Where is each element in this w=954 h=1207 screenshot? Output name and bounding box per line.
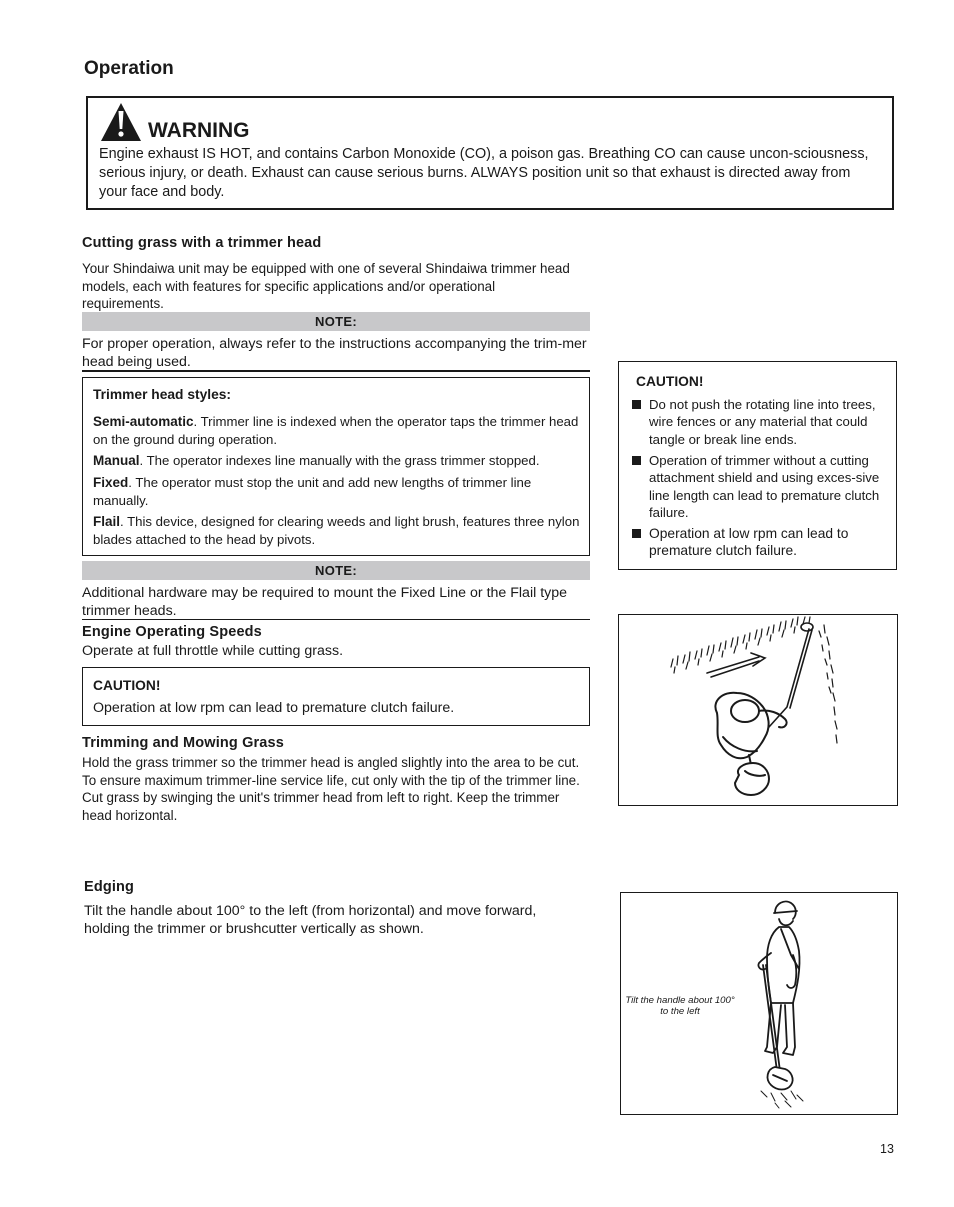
trimmer-styles-title: Trimmer head styles: (93, 387, 232, 402)
cutting-text: Your Shindaiwa unit may be equipped with one of several Shindaiwa trimmer head models, each with features for specific applications and/or operational requirements. (82, 261, 570, 311)
note-text-2: Additional hardware may be required to mount the Fixed Line or the Flail type trimmer heads. (82, 585, 568, 619)
warning-header (100, 102, 250, 142)
divider-2 (82, 619, 590, 620)
engine-caution-box (82, 667, 590, 726)
engine-caution-title: CAUTION! (93, 678, 161, 693)
operator-mowing-figure (619, 615, 897, 805)
edging-caption: Tilt the handle about 100° to the left (625, 995, 735, 1017)
edging-heading: Edging (84, 879, 135, 895)
style-term: Manual (93, 453, 140, 468)
edging-illustration (620, 892, 898, 1115)
style-item-flail (93, 513, 581, 548)
trimming-text: Hold the grass trimmer so the trimmer head is angled slightly into the area to be cut. To ensure maximum trimmer-line service life, cut only with the tip of the trimmer line. Cut grass by swinging the unit's trimmer head from left to right. Keep the trimmer head horizontal. (82, 755, 580, 823)
style-item-manual (93, 452, 581, 470)
page-title: Operation (84, 58, 174, 79)
engine-heading: Engine Operating Speeds (82, 624, 262, 640)
trimmer-styles-box (82, 377, 590, 556)
caution-right-title: CAUTION! (636, 374, 704, 389)
style-term: Semi-automatic (93, 414, 194, 429)
caution-right-box (618, 361, 897, 570)
edging-text: Tilt the handle about 100° to the left (from horizontal) and move forward, holding the trimmer or brushcutter vertically as shown. (84, 903, 537, 937)
style-term: Flail (93, 514, 121, 529)
note-text-1: For proper operation, always refer to the instructions accompanying the trim-mer head being used. (82, 336, 587, 370)
mowing-illustration (618, 614, 898, 806)
divider-1 (82, 370, 590, 372)
style-item-semi-automatic (93, 413, 581, 448)
trimming-heading: Trimming and Mowing Grass (82, 735, 284, 751)
bullet-square-icon (632, 456, 641, 465)
style-item-fixed (93, 474, 581, 509)
warning-triangle-icon (100, 102, 142, 142)
caution-item: Do not push the rotating line into trees, wire fences or any material that could tangle or break line ends. (632, 396, 892, 448)
style-term: Fixed (93, 475, 129, 490)
engine-caution-text: Operation at low rpm can lead to premature clutch failure. (93, 700, 455, 716)
operator-edging-figure (741, 895, 891, 1113)
note-bar-2: NOTE: (82, 561, 590, 580)
caution-item: Operation of trimmer without a cutting attachment shield and using exces-sive line length can lead to premature clutch failure. (632, 452, 892, 521)
warning-text: Engine exhaust IS HOT, and contains Carbon Monoxide (CO), a poison gas. Breathing CO can cause uncon-sciousness, serious injury, or death. Exhaust can cause serious burns. ALWAYS position unit so that exhaust is directed away from your face and body. (99, 146, 869, 200)
style-desc: . This device, designed for clearing weeds and light brush, features three nylon blades attached to the head by pivots. (93, 514, 580, 547)
style-desc: . The operator must stop the unit and add new lengths of trimmer line manually. (93, 475, 532, 508)
note-bar-1: NOTE: (82, 312, 590, 331)
page-number: 13 (880, 1142, 894, 1156)
warning-title: WARNING (148, 119, 250, 142)
cutting-heading: Cutting grass with a trimmer head (82, 235, 322, 251)
bullet-square-icon (632, 529, 641, 538)
style-desc: . The operator indexes line manually with the grass trimmer stopped. (139, 453, 540, 468)
warning-box (86, 96, 894, 210)
bullet-square-icon (632, 400, 641, 409)
style-desc: . Trimmer line is indexed when the operator taps the trimmer head on the ground during operation. (93, 414, 579, 447)
engine-text: Operate at full throttle while cutting grass. (82, 643, 344, 659)
caution-item: Operation at low rpm can lead to premature clutch failure. (632, 525, 892, 560)
